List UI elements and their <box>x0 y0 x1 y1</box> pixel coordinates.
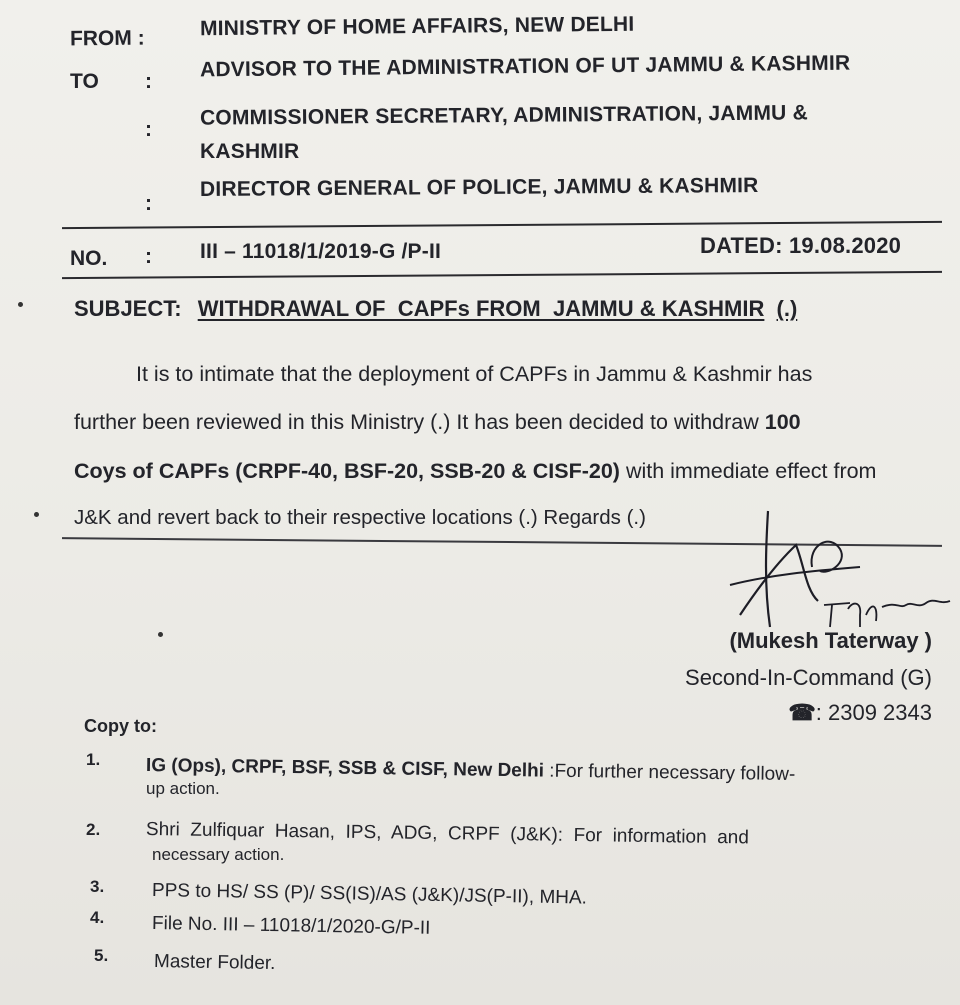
copy-item-1-line-1 <box>146 755 796 786</box>
copy-item-5-line-1: Master Folder. <box>153 951 276 975</box>
body-line-1: It is to intimate that the deployment of CAPFs in Jammu & Kashmir has <box>136 362 813 386</box>
copy-item-4-number: 4. <box>90 908 105 927</box>
body-line-3-text: with immediate effect from <box>619 459 877 483</box>
from-label: FROM : <box>69 26 145 51</box>
copy-item-1-line-2: up action. <box>146 779 220 798</box>
copy-item-3-number: 3. <box>90 877 105 896</box>
recipient-3-colon: : <box>145 192 152 215</box>
stray-mark <box>34 512 39 517</box>
copy-item-2-number: 2. <box>86 820 101 839</box>
telephone-icon: ☎ <box>788 700 816 725</box>
body-line-3 <box>74 459 876 484</box>
subject-line <box>74 296 797 322</box>
body-line-4: J&K and revert back to their respective locations (.) Regards (.) <box>74 506 646 529</box>
body-line-2-text: further been reviewed in this Ministry (.) It has been decided to withdraw <box>74 410 765 434</box>
recipient-2-colon: : <box>145 118 152 141</box>
signatory-phone <box>788 700 932 726</box>
subject-text: WITHDRAWAL OF CAPFs FROM JAMMU & KASHMIR <box>197 296 765 321</box>
stray-mark <box>158 632 163 637</box>
header-divider-bottom <box>62 271 942 279</box>
phone-number: : 2309 2343 <box>815 700 932 725</box>
recipient-1: ADVISOR TO THE ADMINISTRATION OF UT JAMMU & KASHMIR <box>199 51 851 82</box>
from-value: MINISTRY OF HOME AFFAIRS, NEW DELHI <box>199 12 635 41</box>
no-label: NO. <box>70 247 108 270</box>
stray-mark <box>18 302 23 307</box>
recipient-2: COMMISSIONER SECRETARY, ADMINISTRATION, JAMMU & <box>199 101 809 130</box>
copy-item-2-line-1: Shri Zulfiquar Hasan, IPS, ADG, CRPF (J&K): For information and <box>145 819 750 849</box>
copy-item-5-number: 5. <box>94 946 109 965</box>
subject-suffix: (.) <box>776 296 798 321</box>
copy-item-3-line-1: PPS to HS/ SS (P)/ SS(IS)/AS (J&K)/JS(P-II), MHA. <box>151 880 588 909</box>
copy-item-1-action: :For further necessary follow- <box>543 760 796 786</box>
copy-item-1-recipient: IG (Ops), CRPF, BSF, SSB & CISF, New Delhi <box>145 755 545 782</box>
header-divider-top <box>62 221 942 229</box>
body-coys-breakdown: Coys of CAPFs (CRPF-40, BSF-20, SSB-20 & CISF-20) <box>74 459 620 483</box>
body-coys-count: 100 <box>764 410 801 434</box>
body-line-2 <box>74 410 801 435</box>
copy-item-2-line-2: necessary action. <box>152 845 285 864</box>
to-label: TO <box>70 70 99 93</box>
to-colon: : <box>145 70 152 93</box>
copy-item-4-line-1: File No. III – 11018/1/2020-G/P-II <box>151 913 431 939</box>
signatory-name: (Mukesh Taterway ) <box>729 628 932 653</box>
no-colon: : <box>145 245 152 268</box>
copy-item-1-number: 1. <box>86 750 101 769</box>
signatory-designation: Second-In-Command (G) <box>685 665 932 690</box>
dated: DATED: 19.08.2020 <box>700 233 902 258</box>
recipient-2-cont: KASHMIR <box>200 140 300 163</box>
handwritten-signature <box>700 505 960 635</box>
reference-number: III – 11018/1/2019-G /P-II <box>200 240 442 263</box>
copy-to-label: Copy to: <box>84 716 157 736</box>
subject-label: SUBJECT: <box>74 296 182 321</box>
recipient-3: DIRECTOR GENERAL OF POLICE, JAMMU & KASHMIR <box>199 174 759 201</box>
